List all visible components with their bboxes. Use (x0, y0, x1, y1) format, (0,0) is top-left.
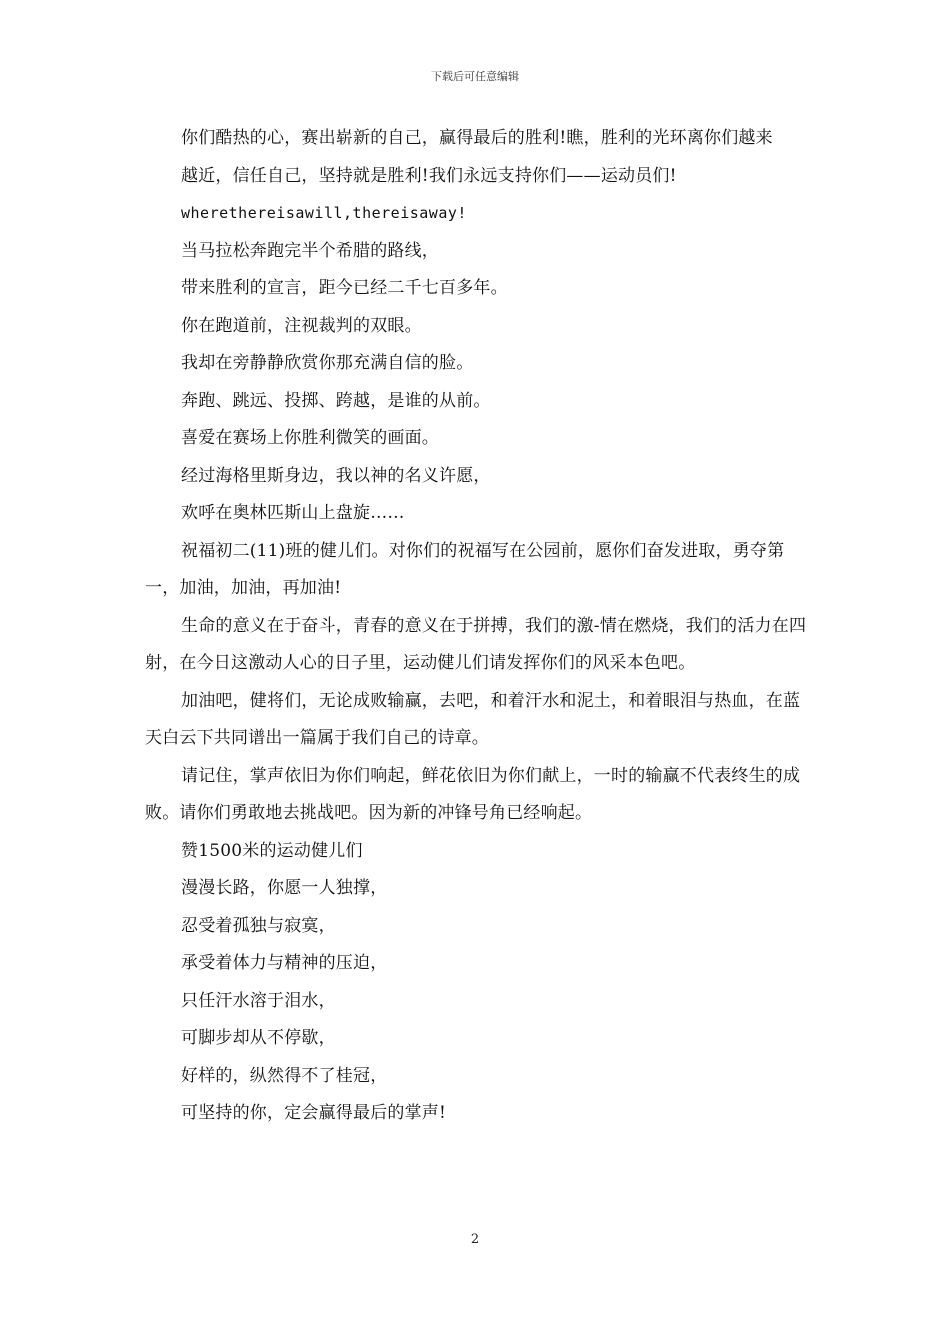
paragraph: 加油吧，健将们，无论成败输赢，去吧，和着汗水和泥土，和着眼泪与热血，在蓝天白云下共同谱出一篇属于我们自己的诗章。 (145, 690, 801, 748)
paragraph: 欢呼在奥林匹斯山上盘旋…… (181, 503, 405, 523)
page-number: 2 (470, 1232, 480, 1247)
section-title: 赞1500米的运动健儿们 (181, 840, 363, 861)
poem-line: 可脚步却从不停歇， (181, 1028, 336, 1048)
paragraph: 奔跑、跳远、投掷、跨越，是谁的从前。 (181, 390, 491, 411)
paragraph: wherethereisawill,thereisaway! (181, 204, 467, 222)
poem-line: 好样的，纵然得不了桂冠， (181, 1065, 388, 1086)
paragraph: 经过海格里斯身边，我以神的名义许愿， (181, 465, 491, 486)
paragraph: 你们酷热的心，赛出崭新的自己，赢得最后的胜利!瞧，胜利的光环离你们越来 (181, 128, 773, 148)
paragraph: 越近，信任自己，坚持就是胜利!我们永远支持你们——运动员们! (181, 165, 677, 186)
poem-line: 漫漫长路，你愿一人独撑， (181, 878, 388, 898)
paragraph: 我却在旁静静欣赏你那充满自信的脸。 (181, 353, 474, 373)
paragraph: 祝福初二(11)班的健儿们。对你们的祝福写在公园前，愿你们奋发进取，勇夺第一，加油，加油，再加油! (145, 540, 785, 598)
paragraph: 生命的意义在于奋斗，青春的意义在于拼搏，我们的激-情在燃烧，我们的活力在四射，在今日这激动人心的日子里，运动健儿们请发挥你们的风采本色吧。 (145, 615, 807, 673)
poem-line: 可坚持的你，定会赢得最后的掌声! (181, 1103, 447, 1123)
poem-line: 忍受着孤独与寂寞， (181, 915, 336, 936)
page-header: 下载后可任意编辑 (431, 70, 519, 83)
paragraph: 喜爱在赛场上你胜利微笑的画面。 (181, 428, 439, 448)
paragraph: 你在跑道前，注视裁判的双眼。 (181, 315, 422, 336)
paragraph: 当马拉松奔跑完半个希腊的路线， (181, 240, 439, 261)
poem-line: 承受着体力与精神的压迫， (181, 953, 388, 973)
poem-line: 只任汗水溶于泪水， (181, 990, 336, 1011)
paragraph: 带来胜利的宣言，距今已经二千七百多年。 (181, 278, 508, 298)
document-body (145, 120, 810, 1133)
paragraph: 请记住，掌声依旧为你们响起，鲜花依旧为你们献上，一时的输赢不代表终生的成败。请你们勇敢地去挑战吧。因为新的冲锋号角已经响起。 (145, 765, 801, 823)
